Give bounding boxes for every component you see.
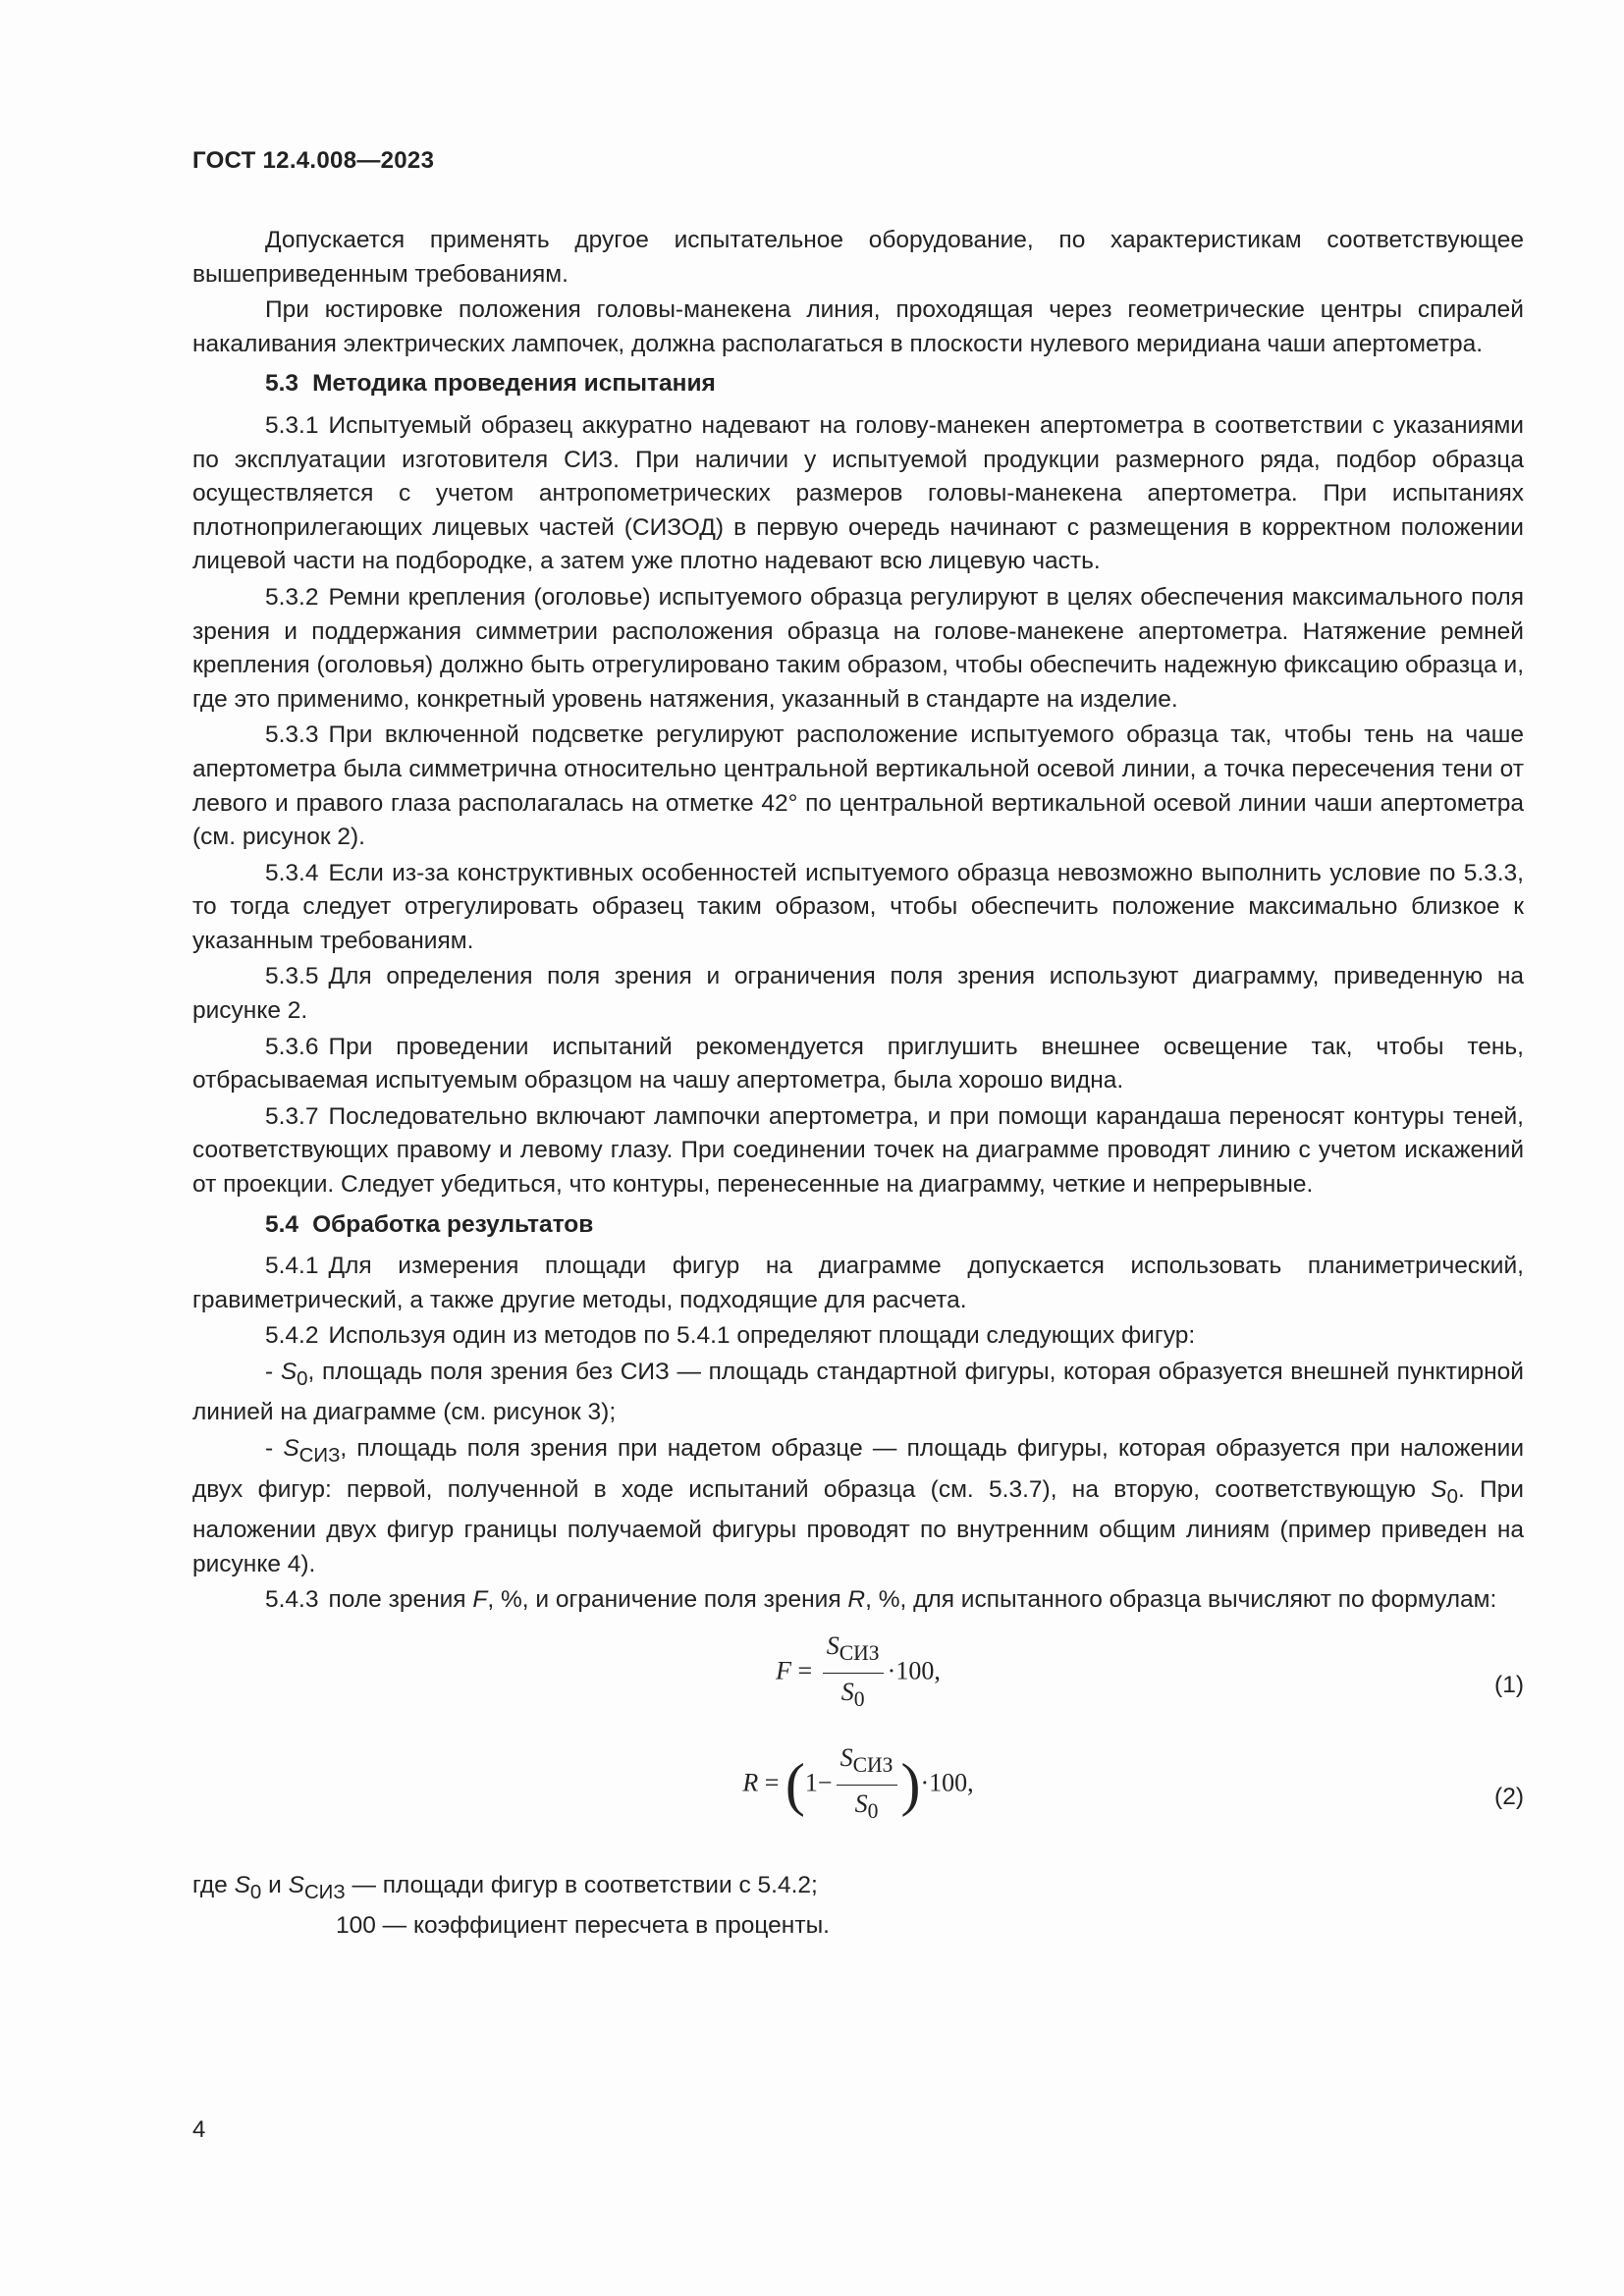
clause-text: Используя один из методов по 5.4.1 определяют площади следующих фигур:: [328, 1322, 1196, 1350]
clause-text: поле зрения: [328, 1586, 473, 1614]
formula-lhs: F: [776, 1656, 792, 1685]
section-title: Обработка результатов: [312, 1210, 594, 1238]
clause-number: 5.3.3: [265, 721, 319, 749]
fraction-denominator: [823, 1674, 884, 1717]
list-dash: -: [265, 1435, 274, 1463]
clause-text: , %, и ограничение поля зрения: [487, 1586, 848, 1614]
clause-text: При включенной подсветке регулируют расположение испытуемого образца так, чтобы тень на чаше апертометра была симметрична относительно центральной вертикальной осевой линии, а точка пересечения тени от левого и правого глаза располагалась на отметке 42° по центральной вертикальной осевой линии чаши апертометра (см. рисунок 2).: [192, 721, 1524, 851]
fraction-numerator: [823, 1629, 884, 1674]
numerator-symbol: S: [839, 1742, 853, 1772]
intro-paragraph-2: При юстировке положения головы-манекена линия, проходящая через геометрические центры спиралей накаливания электрических лампочек, должна располагаться в плоскости нулевого меридиана чаши апертометра.: [192, 296, 1524, 357]
left-parenthesis: (: [785, 1751, 805, 1817]
clause-text: , %, для испытанного образца вычисляют по формулам:: [865, 1586, 1497, 1614]
symbol-subscript: 0: [1446, 1485, 1458, 1508]
clause-5-4-1: [192, 1250, 1524, 1317]
list-dash: -: [265, 1359, 274, 1385]
formula-2: [192, 1741, 1524, 1840]
list-text: , площадь поля зрения при надетом образце — площадь фигуры, которая образуется при наложении двух фигур: первой, полученной в ходе испытаний образца (см. 5.3.7), на вторую, соответствующую: [192, 1435, 1524, 1503]
numerator-subscript: СИЗ: [839, 1641, 880, 1666]
clause-number: 5.3.1: [265, 411, 319, 439]
clause-5-3-2: [192, 581, 1524, 717]
legend-row-1: [192, 1869, 1524, 1909]
clause-text: Для измерения площади фигур на диаграмме допускается использовать планиметрический, гравиметрический, а также другие методы, подходящие для расчета.: [192, 1253, 1524, 1313]
symbol-subscript: 0: [297, 1367, 308, 1390]
symbol-s: S: [1431, 1475, 1447, 1503]
clause-text: При проведении испытаний рекомендуется приглушить внешнее освещение так, чтобы тень, отбрасываемая испытуемым образцом на чашу апертометра, была хорошо видна.: [192, 1033, 1524, 1095]
formula-number: (1): [1494, 1671, 1524, 1698]
formula-equals: =: [797, 1656, 813, 1685]
section-title: Методика проведения испытания: [312, 370, 716, 398]
formula-number: (2): [1494, 1783, 1524, 1810]
formula-tail: ·100,: [887, 1656, 941, 1685]
denominator-subscript: 0: [853, 1686, 865, 1711]
section-heading-5-3: [192, 367, 1524, 401]
clause-number: 5.3.2: [265, 583, 319, 611]
numerator-subscript: СИЗ: [852, 1753, 893, 1778]
document-header: ГОСТ 12.4.008—2023: [192, 147, 435, 174]
formula-2-expression: [192, 1741, 1524, 1829]
symbol-subscript: 0: [249, 1881, 262, 1903]
section-heading-5-4: [192, 1208, 1524, 1243]
page-number: 4: [192, 2116, 206, 2143]
clause-5-3-1: [192, 409, 1524, 579]
fraction-denominator: [837, 1786, 897, 1829]
clause-number: 5.4.3: [265, 1586, 319, 1614]
formula-1-expression: [192, 1629, 1524, 1717]
symbol-subscript: СИЗ: [298, 1444, 341, 1467]
legend-lead: где: [192, 1871, 235, 1898]
clause-number: 5.4.2: [265, 1322, 319, 1350]
fraction: [837, 1741, 897, 1829]
clause-number: 5.3.6: [265, 1033, 319, 1060]
clause-5-4-2: [192, 1319, 1524, 1354]
clause-5-3-7: [192, 1100, 1524, 1202]
document-body: [192, 224, 1524, 1944]
intro-paragraph-1: Допускается применять другое испытательное оборудование, по характеристикам соответствующее вышеприведенным требованиям.: [192, 227, 1524, 288]
legend-definition: — площади фигур в соответствии с 5.4.2;: [345, 1871, 818, 1898]
denominator-subscript: 0: [867, 1798, 879, 1823]
list-text: . При наложении двух фигур границы получаемой фигуры проводят по внутренним общим линиям (пример приведен на рисунке 4).: [192, 1475, 1524, 1577]
fraction-numerator: [837, 1741, 897, 1786]
section-number: 5.4: [265, 1210, 299, 1238]
formula-lhs: R: [742, 1768, 759, 1797]
clause-5-3-4: [192, 857, 1524, 959]
numerator-symbol: S: [826, 1630, 839, 1660]
clause-text: Последовательно включают лампочки апертометра, и при помощи карандаша переносят контуры теней, соответствующих правому и левому глазу. При соединении точек на диаграмме проводят линию с учетом искажений от проекции. Следует убедиться, что контуры, перенесенные на диаграмму, четкие и непрерывные.: [192, 1102, 1524, 1199]
symbol-f: F: [472, 1586, 488, 1614]
formula-tail: ·100,: [920, 1768, 974, 1797]
list-text: , площадь поля зрения без СИЗ — площадь стандартной фигуры, которая образуется внешней пунктирной линией на диаграмме (см. рисунок 3);: [192, 1359, 1524, 1426]
clause-number: 5.4.1: [265, 1253, 319, 1280]
denominator-symbol: S: [854, 1789, 868, 1818]
symbol-s: S: [234, 1871, 250, 1898]
symbol-s: S: [283, 1435, 299, 1463]
formula-equals: =: [764, 1768, 780, 1797]
clause-number: 5.3.4: [265, 859, 319, 886]
clause-5-3-6: [192, 1031, 1524, 1098]
symbol-s: S: [288, 1871, 304, 1898]
legend-and: и: [261, 1871, 289, 1898]
clause-text: Испытуемый образец аккуратно надевают на голову-манекен апертометра в соответствии с указаниями по эксплуатации изготовителя СИЗ. При наличии у испытуемой продукции размерного ряда, подбор образца осуществляется с учетом антропометрических размеров головы-манекена апертометра. При испытаниях плотноприлегающих лицевых частей (СИЗОД) в первую очередь начинают с размещения в корректном положении лицевой части на подбородке, а затем уже плотно надевают всю лицевую часть.: [192, 411, 1524, 575]
list-item-s0: [192, 1356, 1524, 1430]
clause-5-3-3: [192, 719, 1524, 854]
clause-5-3-5: [192, 960, 1524, 1028]
formula-legend: [192, 1869, 1524, 1944]
clause-text: Ремни крепления (оголовье) испытуемого образца регулируют в целях обеспечения максимального поля зрения и поддержания симметрии расположения образца на голове-манекене апертометра. Натяжение ремней крепления (оголовья) должно быть отрегулировано таким образом, чтобы обеспечить надежную фиксацию образца и, где это применимо, конкретный уровень натяжения, указанный в стандарте на изделие.: [192, 583, 1524, 713]
formula-one-minus: 1−: [804, 1768, 833, 1797]
fraction: [823, 1629, 884, 1717]
denominator-symbol: S: [840, 1677, 854, 1706]
legend-row-2: 100 — коэффициент пересчета в проценты.: [336, 1912, 830, 1940]
clause-number: 5.3.5: [265, 963, 319, 990]
clause-5-4-3: [192, 1583, 1524, 1618]
clause-text: Для определения поля зрения и ограничения поля зрения используют диаграмму, приведенную на рисунке 2.: [192, 963, 1524, 1025]
section-number: 5.3: [265, 370, 299, 398]
list-item-s-siz: [192, 1432, 1524, 1581]
right-parenthesis: ): [900, 1751, 921, 1817]
clause-text: Если из-за конструктивных особенностей испытуемого образца невозможно выполнить условие по 5.3.3, то тогда следует отрегулировать образец таким образом, чтобы обеспечить положение максимально близкое к указанным требованиям.: [192, 859, 1524, 954]
clause-number: 5.3.7: [265, 1102, 319, 1130]
symbol-s: S: [280, 1359, 298, 1385]
formula-1: [192, 1629, 1524, 1728]
symbol-r: R: [847, 1586, 866, 1614]
symbol-subscript: СИЗ: [303, 1881, 346, 1903]
